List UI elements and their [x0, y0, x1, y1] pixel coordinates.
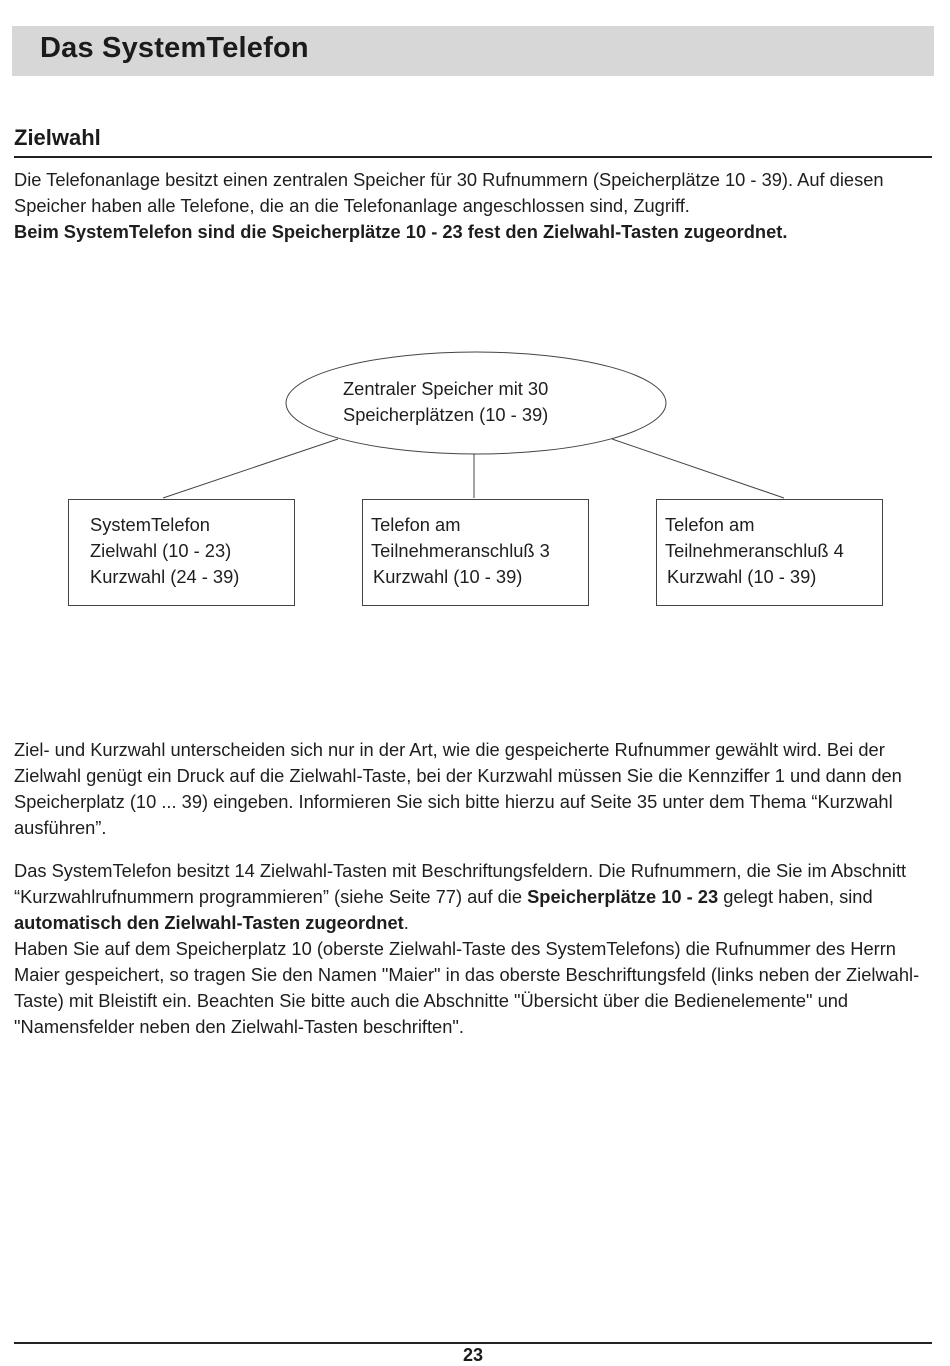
para3-part3: .: [403, 912, 409, 933]
box2-line3: Kurzwahl (10 - 39): [373, 566, 523, 587]
box3-line2: Teilnehmeranschluß 4: [665, 540, 844, 561]
central-memory-label: [343, 376, 548, 428]
intro-bold-text: Beim SystemTelefon sind die Speicherplätze 10 - 23 fest den Zielwahl-Tasten zugeordnet.: [14, 221, 788, 242]
teilnehmer-4-label: [665, 512, 844, 590]
central-memory-line2: Speicherplätzen (10 - 39): [343, 404, 549, 425]
teilnehmer-3-label: [371, 512, 550, 590]
dialing-explanation-paragraph: Ziel- und Kurzwahl unterscheiden sich nur in der Art, wie die gespeicherte Rufnummer gewählt wird. Bei der Zielwahl genügt ein Druck auf die Zielwahl-Taste, bei der Kurzwahl müssen Sie die Kennziffer 1 und dann den Speicherplatz (10 ... 39) eingeben. Informieren Sie sich bitte hierzu auf Seite 35 unter dem Thema “Kurzwahl ausführen”.: [14, 739, 902, 838]
para3-bold2: automatisch den Zielwahl-Tasten zugeordnet: [14, 912, 404, 933]
box1-line2: Zielwahl (10 - 23): [90, 540, 232, 561]
para3-part2: gelegt haben, sind: [718, 886, 873, 907]
section-title: Zielwahl: [14, 125, 101, 150]
page-number: 23: [462, 1345, 484, 1365]
connector-left: [163, 439, 338, 498]
box1-line3: Kurzwahl (24 - 39): [90, 566, 240, 587]
labeling-paragraph: [14, 858, 934, 1040]
box3-line1: Telefon am: [665, 514, 755, 535]
section-divider: [14, 156, 932, 158]
box3-line3: Kurzwahl (10 - 39): [667, 566, 817, 587]
page-header-title: Das SystemTelefon: [40, 32, 309, 64]
box2-line1: Telefon am: [371, 514, 461, 535]
para3-bold1: Speicherplätze 10 - 23: [527, 886, 719, 907]
connector-right: [612, 439, 784, 498]
box2-line2: Teilnehmeranschluß 3: [371, 540, 550, 561]
footer-divider: [14, 1342, 932, 1344]
central-memory-line1: Zentraler Speicher mit 30: [343, 378, 549, 399]
para3-part4: Haben Sie auf dem Speicherplatz 10 (oberste Zielwahl-Taste des SystemTelefons) die Rufnummer des Herrn Maier gespeichert, so tragen Sie den Namen "Maier" in das oberste Beschriftungsfeld (links neben der Zielwahl-Taste) mit Bleistift ein. Beachten Sie bitte auch die Abschnitte "Übersicht über die Bedienelemente" und "Namensfelder neben den Zielwahl-Tasten beschriften".: [14, 938, 920, 1037]
intro-paragraph: [14, 167, 934, 245]
box1-line1: SystemTelefon: [90, 514, 210, 535]
para3-part1: Das SystemTelefon besitzt 14 Zielwahl-Tasten mit Beschriftungsfeldern. Die Rufnummern, die Sie im Abschnitt “Kurzwahlrufnummern programmieren” (siehe Seite 77) auf die: [14, 860, 907, 907]
memory-diagram: [0, 340, 950, 630]
systemtelefon-label: [90, 512, 239, 590]
page-header-bar: [12, 26, 934, 76]
intro-text: Die Telefonanlage besitzt einen zentralen Speicher für 30 Rufnummern (Speicherplätze 10 - 39). Auf diesen Speicher haben alle Telefone, die an die Telefonanlage angeschlossen sind, Zugriff.: [14, 169, 884, 216]
